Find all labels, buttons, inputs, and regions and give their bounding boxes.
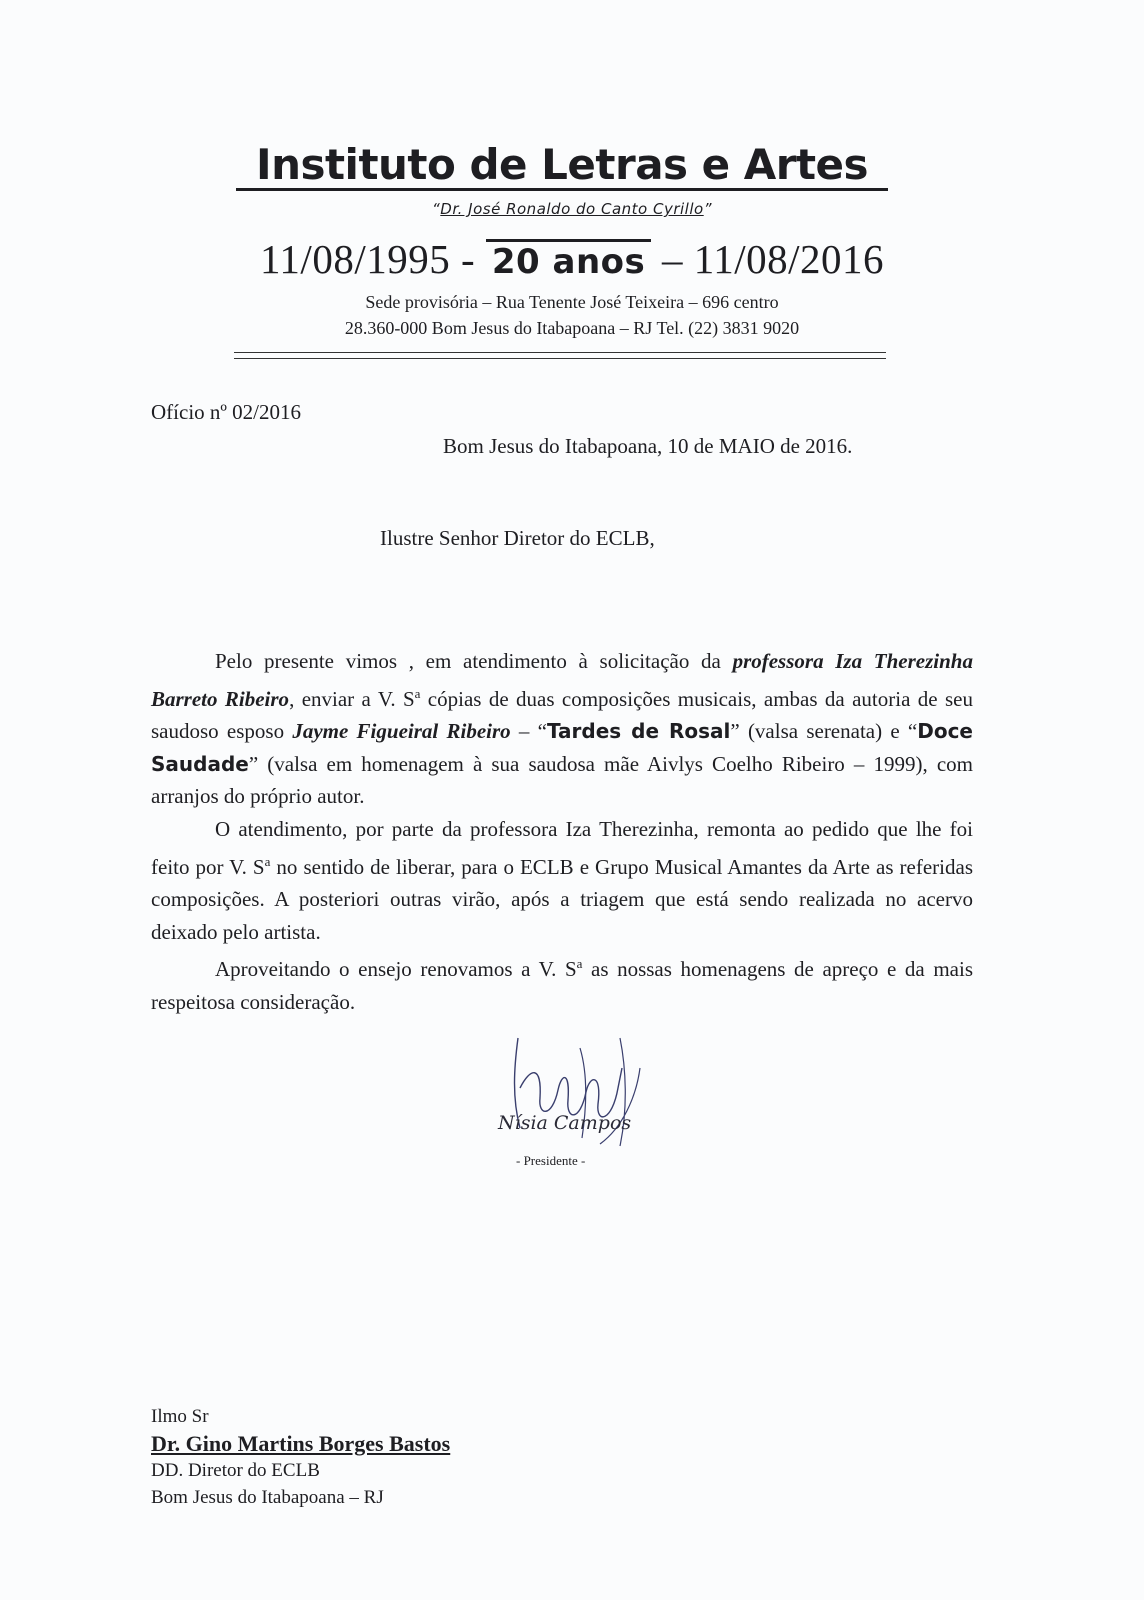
p1-text-c: cópias de duas composições musicais, ambas da autoria de seu saudoso esposo <box>151 686 973 744</box>
author-name: Jayme Figueiral Ribeiro <box>292 719 511 744</box>
p1-text-b: , enviar a V. S <box>289 686 415 711</box>
place-date: Bom Jesus do Itabapoana, 10 de MAIO de 2016. <box>443 434 853 458</box>
letter-body <box>151 645 973 1019</box>
p2-text-a: O atendimento, por parte da professora Iza Therezinha, remonta ao pedido que lhe foi feito por V. S <box>151 816 973 879</box>
date-end: – 11/08/2016 <box>651 236 885 282</box>
p3-text-b: as nossas homenagens de apreço e da mais respeitosa consideração. <box>151 957 973 1014</box>
p2-text-b: no sentido de liberar, para o ECLB e Grupo Musical Amantes da Arte as referidas composições. A posteriori outras virão, após a triagem que está sendo realizada no acervo deixado pelo artista. <box>151 854 973 944</box>
p3-text-a: Aproveitando o ensejo renovamos a V. S <box>215 957 577 982</box>
recipient-city: Bom Jesus do Itabapoana – RJ <box>151 1487 384 1508</box>
salutation: Ilustre Senhor Diretor do ECLB, <box>380 526 655 550</box>
address-line-2: 28.360-000 Bom Jesus do Itabapoana – RJ Tel. (22) 3831 9020 <box>344 318 800 338</box>
patron-open-quote: “ <box>432 200 441 218</box>
recipient-salutation: Ilmo Sr <box>151 1406 209 1427</box>
professor-name: professora Iza Therezinha Barreto Ribeiro <box>151 649 973 711</box>
paragraph-1 <box>151 645 973 813</box>
recipient-block <box>151 1403 450 1511</box>
paragraph-3 <box>151 948 973 1018</box>
p2-superscript: a <box>264 853 271 869</box>
song-title-1: Tardes de Rosal <box>546 719 731 744</box>
oficio-number: Ofício nº 02/2016 <box>151 400 301 424</box>
patron-close-quote: ” <box>703 200 712 218</box>
recipient-role: DD. Diretor do ECLB <box>151 1460 320 1481</box>
p1-text-a: Pelo presente vimos , em atendimento à solicitação da <box>215 649 733 673</box>
p3-superscript: a <box>576 956 583 972</box>
signatory-name: Nísia Campos <box>498 1112 632 1134</box>
anniversary-dates <box>0 234 1144 287</box>
song-title-2: Doce Saudade <box>151 719 973 776</box>
institute-title: Instituto de Letras e Artes <box>236 142 888 191</box>
p1-text-d: – “ <box>510 719 547 744</box>
anniversary-years: 20 anos <box>486 239 651 282</box>
patron-line <box>0 200 1144 218</box>
date-start: 11/08/1995 - <box>259 236 486 282</box>
signatory-title: - Presidente - <box>516 1153 586 1168</box>
letterhead-divider <box>234 352 886 359</box>
paragraph-2 <box>151 813 973 948</box>
recipient-name: Dr. Gino Martins Borges Bastos <box>151 1431 451 1456</box>
patron-name: Dr. José Ronaldo do Canto Cyrillo <box>440 200 704 218</box>
p1-text-e: ” (valsa serenata) e “ <box>730 719 918 744</box>
p1-text-f: ” (valsa em homenagem à sua saudosa mãe Aivlys Coelho Ribeiro – 1999), com arranjos do próprio autor. <box>151 751 973 809</box>
address-line-1: Sede provisória – Rua Tenente José Teixeira – 696 centro <box>365 292 779 312</box>
p1-superscript: a <box>414 685 421 701</box>
handwritten-signature <box>490 1028 670 1168</box>
